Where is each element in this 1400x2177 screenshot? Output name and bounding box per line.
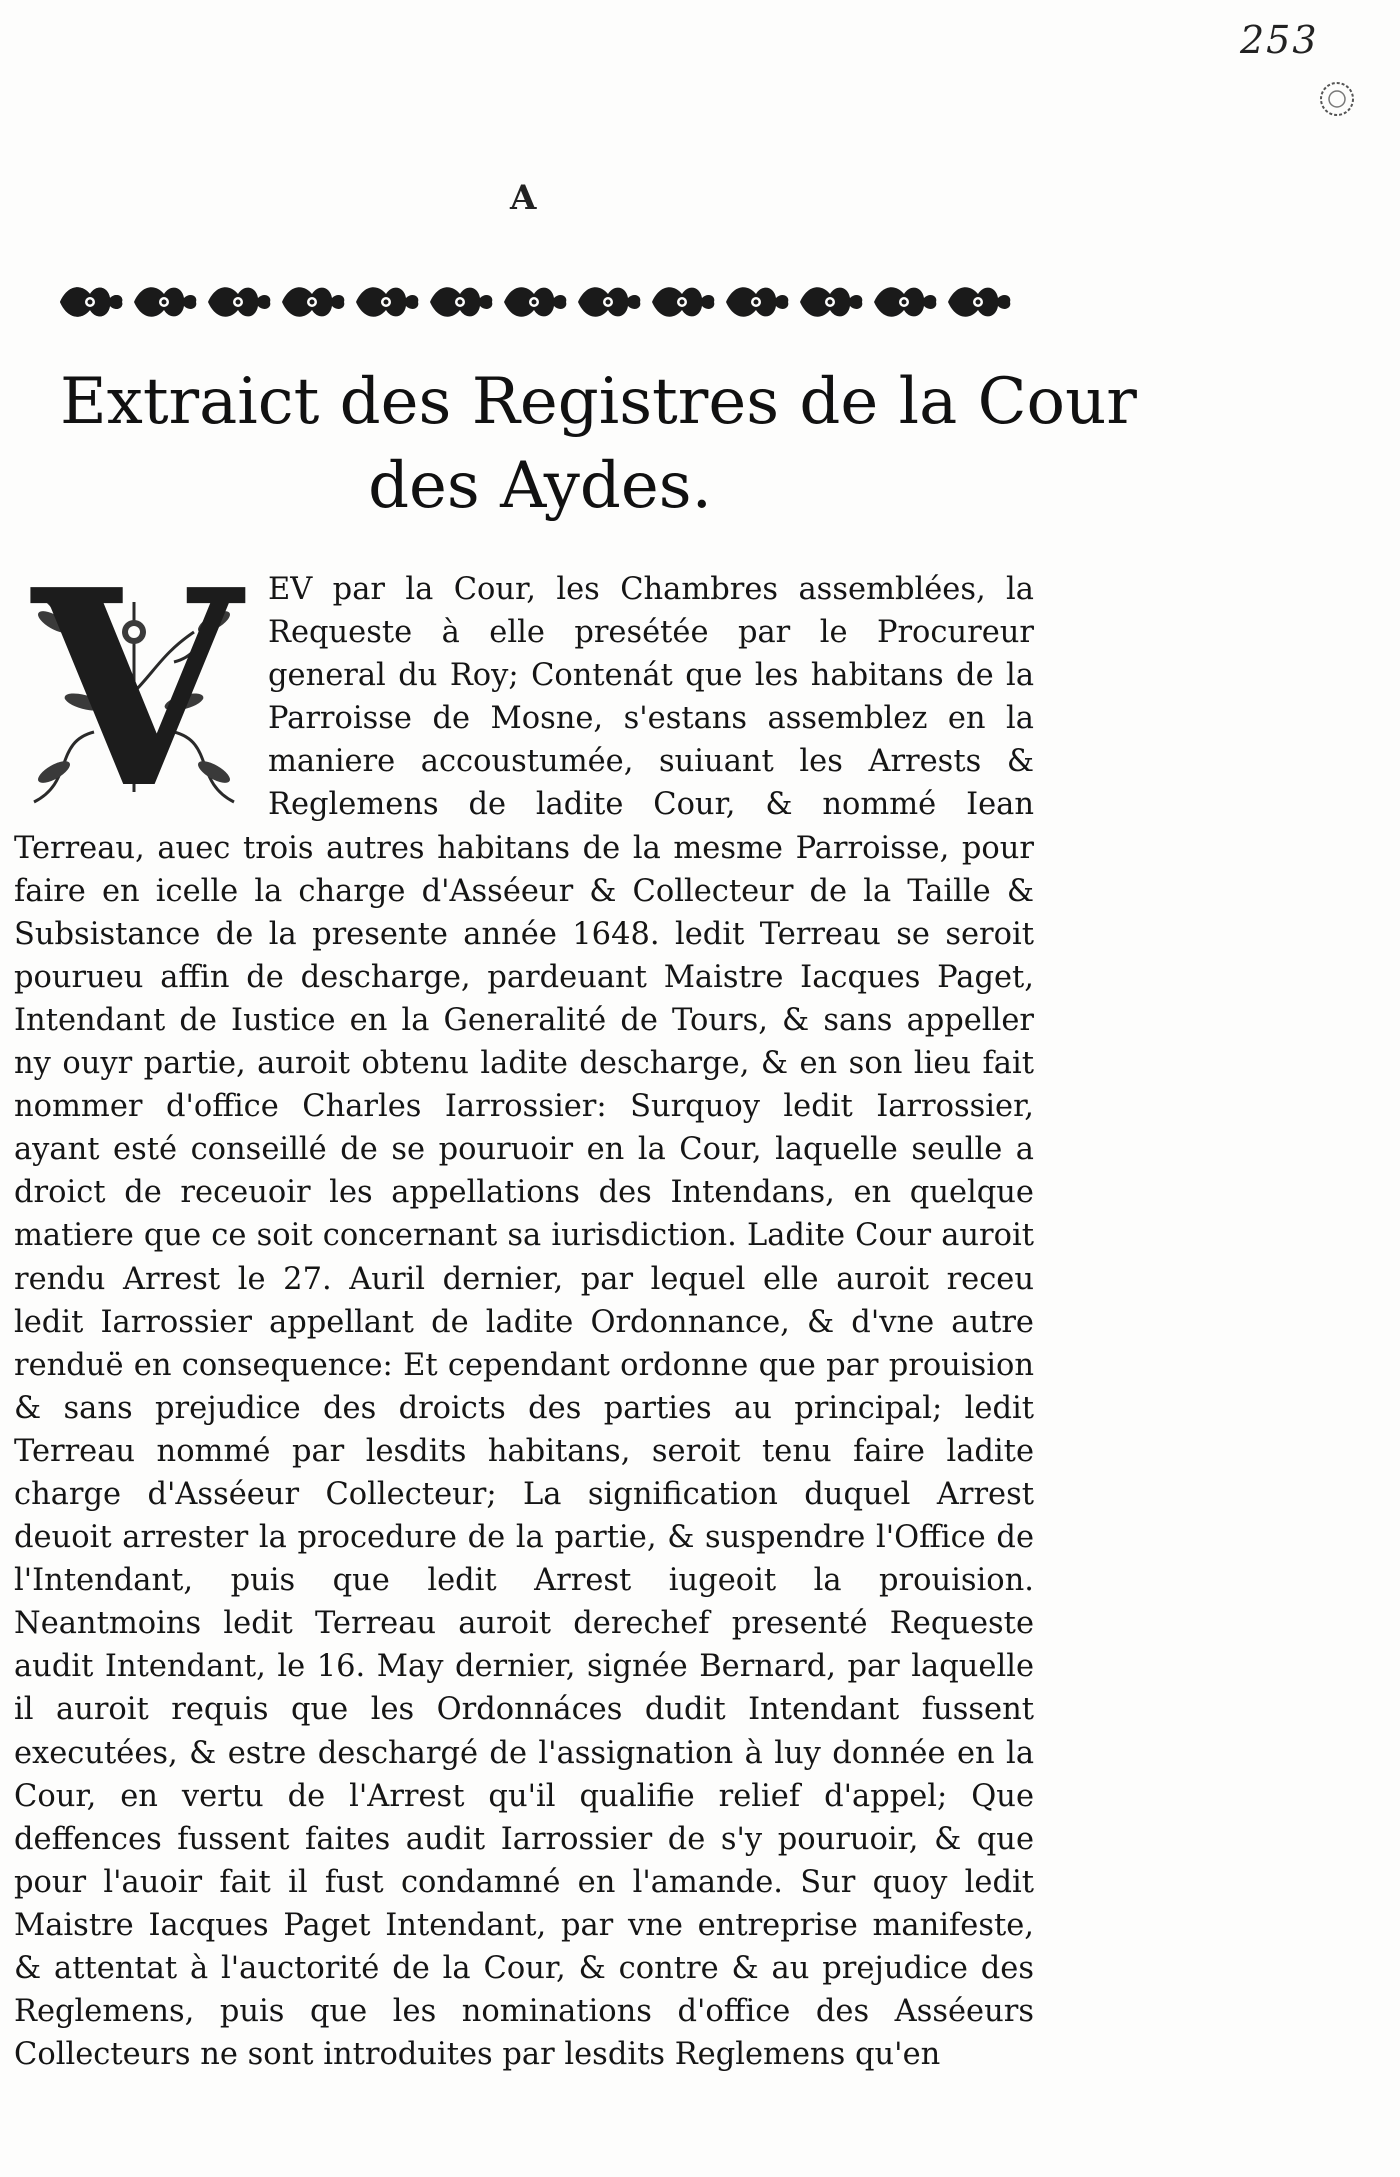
folio-number: 253	[1240, 18, 1319, 62]
document-title	[60, 360, 1137, 528]
library-stamp-icon	[1318, 80, 1356, 118]
body-text	[14, 530, 1034, 2076]
title-line-1: Extraict des Registres de la Cour	[60, 365, 1137, 439]
dropcap-letter: V	[32, 530, 242, 848]
title-line-2: des Aydes.	[368, 449, 712, 523]
signature-mark: A	[510, 178, 537, 218]
decorated-initial	[14, 530, 254, 848]
ornament-band-icon	[50, 272, 1030, 332]
body-paragraph: EV par la Cour, les Chambres assemblées, la Requeste à elle presétée par le Procureur general du Roy; Contenát que les habitans de la Parroisse de Mosne, s'estans assemblez en la maniere accoustumée, suiuant les Arrests & Reglemens de ladite Cour, & nommé Iean Terreau, auec trois autres habitans de la mesme Parroisse, pour faire en icelle la charge d'Asséeur & Collecteur de la Taille & Subsistance de la presente année 1648. ledit Terreau se seroit pourueu affin de descharge, pardeuant Maistre Iacques Paget, Intendant de Iustice en la Generalité de Tours, & sans appeller ny ouyr partie, auroit obtenu ladite descharge, & en son lieu fait nommer d'office Charles Iarrossier: Surquoy ledit Iarrossier, ayant esté conseillé de se pouruoir en la Cour, laquelle seulle a droict de receuoir les appellations des Intendans, en quelque matiere que ce soit concernant sa iurisdiction. Ladite Cour auroit rendu Arrest le 27. Auril dernier, par lequel elle auroit receu ledit Iarrossier appellant de ladite Ordonnance, & d'vne autre renduë en consequence: Et cependant ordonne que par prouision & sans prejudice des droicts des parties au principal; ledit Terreau nommé par lesdits habitans, seroit tenu faire ladite charge d'Asséeur Collecteur; La signification duquel Arrest deuoit arrester la procedure de la partie, & suspendre l'Office de l'Intendant, puis que ledit Arrest iugeoit la prouision. Neantmoins ledit Terreau auroit derechef presenté Requeste audit Intendant, le 16. May dernier, signée Bernard, par laquelle il auroit requis que les Ordonnáces dudit Intendant fussent executées, & estre deschargé de l'assignation à luy donnée en la Cour, en vertu de l'Arrest qu'il qualifie relief d'appel; Que deffences fussent faites audit Iarrossier de s'y pouruoir, & que pour l'auoir fait il fust condamné en l'amande. Sur quoy ledit Maistre Iacques Paget Intendant, par vne entreprise manifeste, & attentat à l'auctorité de la Cour, & contre & au prejudice des Reglemens, puis que les nominations d'office des Asséeurs Collecteurs ne sont introduites par lesdits Reglemens qu'en	[14, 572, 1034, 2073]
